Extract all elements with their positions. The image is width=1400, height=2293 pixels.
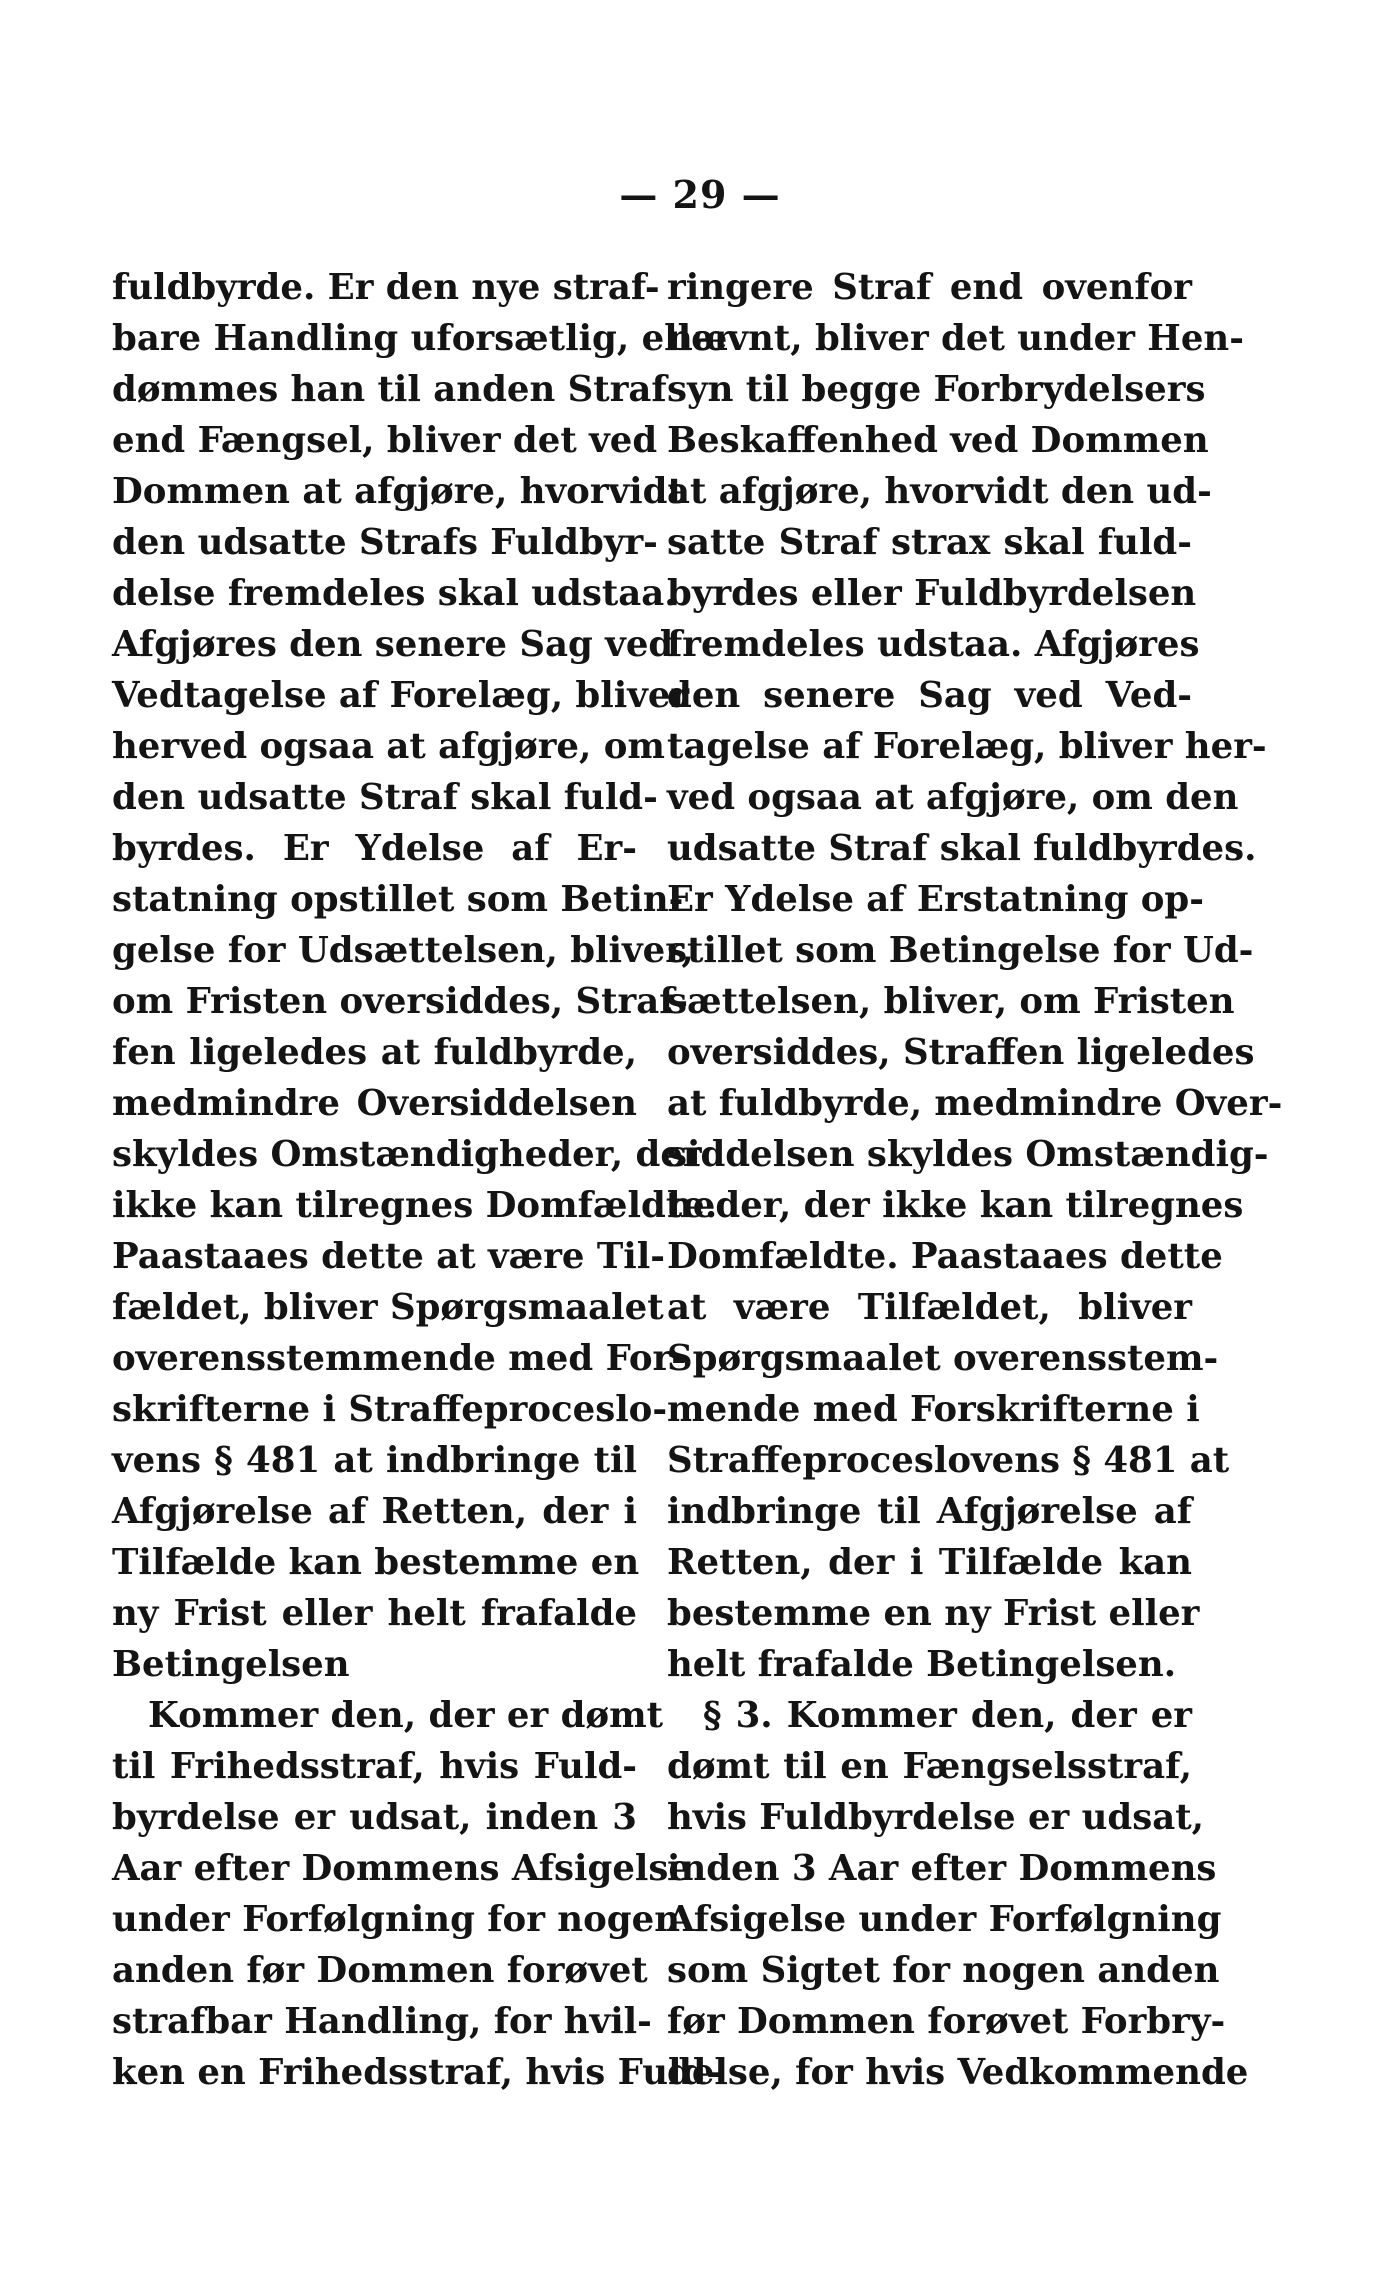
text-line: Domfældte. Paastaaes dette bbox=[667, 1236, 1223, 1277]
text-line: delse, for hvis Vedkommende bbox=[667, 2052, 1249, 2093]
text-line: mende med Forskrifterne i bbox=[667, 1389, 1200, 1430]
text-line: Spørgsmaalet overensstem- bbox=[667, 1338, 1219, 1379]
text-line: Afsigelse under Forfølgning bbox=[667, 1899, 1222, 1940]
text-line: den udsatte Straf skal fuld- bbox=[112, 777, 658, 818]
text-line: syn til begge Forbrydelsers bbox=[667, 369, 1206, 410]
text-line: Afgjørelse af Retten, der i bbox=[112, 1491, 637, 1532]
text-line: medmindre Oversiddelsen bbox=[112, 1083, 637, 1124]
text-line: skrifterne i Straffeproceslo- bbox=[112, 1389, 668, 1430]
text-line: under Forfølgning for nogen bbox=[112, 1899, 680, 1940]
text-line: byrdes. Er Ydelse af Er- bbox=[112, 828, 637, 869]
text-line: herved ogsaa at afgjøre, om bbox=[112, 726, 665, 767]
text-line: gelse for Udsættelsen, bliver, bbox=[112, 930, 694, 971]
text-line: dømmes han til anden Straf bbox=[112, 369, 667, 410]
text-line: til Frihedsstraf, hvis Fuld- bbox=[112, 1746, 637, 1787]
text-line: fen ligeledes at fuldbyrde, bbox=[112, 1032, 637, 1073]
text-line: hvis Fuldbyrdelse er udsat, bbox=[667, 1797, 1204, 1838]
text-line: ny Frist eller helt frafalde bbox=[112, 1593, 637, 1634]
text-line: Betingelsen bbox=[112, 1644, 350, 1685]
text-line: heder, der ikke kan tilregnes bbox=[667, 1185, 1244, 1226]
text-line: sættelsen, bliver, om Fristen bbox=[667, 981, 1235, 1022]
text-line: § 3. Kommer den, der er bbox=[703, 1695, 1192, 1736]
text-line: før Dommen forøvet Forbry- bbox=[667, 2001, 1226, 2042]
text-line: satte Straf strax skal fuld- bbox=[667, 522, 1192, 563]
text-line: helt frafalde Betingelsen. bbox=[667, 1644, 1177, 1685]
text-line: vens § 481 at indbringe til bbox=[112, 1440, 637, 1481]
text-line: Dommen at afgjøre, hvorvidt bbox=[112, 471, 684, 512]
text-line: Kommer den, der er dømt bbox=[148, 1695, 664, 1736]
text-line: nævnt, bliver det under Hen- bbox=[667, 318, 1244, 359]
text-line: Tilfælde kan bestemme en bbox=[112, 1542, 640, 1583]
text-line: den udsatte Strafs Fuldbyr- bbox=[112, 522, 658, 563]
text-line: om Fristen oversiddes, Straf- bbox=[112, 981, 688, 1022]
text-line: byrdelse er udsat, inden 3 bbox=[112, 1797, 637, 1838]
text-line: bare Handling uforsætlig, eller bbox=[112, 318, 733, 359]
right-text-column bbox=[667, 262, 1283, 2098]
text-line: dømt til en Fængselsstraf, bbox=[667, 1746, 1192, 1787]
text-line: fremdeles udstaa. Afgjøres bbox=[667, 624, 1200, 665]
text-line: at fuldbyrde, medmindre Over- bbox=[667, 1083, 1283, 1124]
page-number: — 29 — bbox=[619, 172, 781, 217]
text-line: delse fremdeles skal udstaa. bbox=[112, 573, 677, 614]
text-line: fuldbyrde. Er den nye straf- bbox=[112, 267, 660, 308]
text-line: strafbar Handling, for hvil- bbox=[112, 2001, 652, 2042]
text-line: overensstemmende med For- bbox=[112, 1338, 686, 1379]
text-line: byrdes eller Fuldbyrdelsen bbox=[667, 573, 1197, 614]
text-line: bestemme en ny Frist eller bbox=[667, 1593, 1200, 1634]
text-line: Retten, der i Tilfælde kan bbox=[667, 1542, 1192, 1583]
text-line: fældet, bliver Spørgsmaalet bbox=[112, 1287, 664, 1328]
text-line: ikke kan tilregnes Domfældte. bbox=[112, 1185, 718, 1226]
left-text-column bbox=[112, 262, 733, 2098]
text-line: stillet som Betingelse for Ud- bbox=[667, 930, 1254, 971]
text-line: Er Ydelse af Erstatning op- bbox=[667, 879, 1204, 920]
text-line: som Sigtet for nogen anden bbox=[667, 1950, 1220, 1991]
text-line: inden 3 Aar efter Dommens bbox=[667, 1848, 1217, 1889]
text-line: Beskaffenhed ved Dommen bbox=[667, 420, 1209, 461]
text-line: ken en Frihedsstraf, hvis Fuld- bbox=[112, 2052, 722, 2093]
text-line: tagelse af Forelæg, bliver her- bbox=[667, 726, 1267, 767]
text-line: ved ogsaa at afgjøre, om den bbox=[667, 777, 1239, 818]
text-line: anden før Dommen forøvet bbox=[112, 1950, 648, 1991]
text-line: oversiddes, Straffen ligeledes bbox=[667, 1032, 1255, 1073]
text-line: Vedtagelse af Forelæg, bliver bbox=[112, 675, 690, 716]
text-line: Paastaaes dette at være Til- bbox=[112, 1236, 665, 1277]
text-line: Straffeproceslovens § 481 at bbox=[667, 1440, 1230, 1481]
text-line: skyldes Omstændigheder, der bbox=[112, 1134, 702, 1175]
text-line: ringere Straf end ovenfor bbox=[667, 267, 1192, 308]
text-line: indbringe til Afgjørelse af bbox=[667, 1491, 1192, 1532]
text-line: Afgjøres den senere Sag ved bbox=[112, 624, 674, 665]
text-line: udsatte Straf skal fuldbyrdes. bbox=[667, 828, 1257, 869]
text-line: Aar efter Dommens Afsigelse bbox=[112, 1848, 691, 1889]
text-line: den senere Sag ved Ved- bbox=[667, 675, 1192, 716]
text-line: siddelsen skyldes Omstændig- bbox=[667, 1134, 1269, 1175]
text-line: at være Tilfældet, bliver bbox=[667, 1287, 1192, 1328]
text-line: statning opstillet som Betin- bbox=[112, 879, 684, 920]
text-line: at afgjøre, hvorvidt den ud- bbox=[667, 471, 1212, 512]
text-line: end Fængsel, bliver det ved bbox=[112, 420, 658, 461]
